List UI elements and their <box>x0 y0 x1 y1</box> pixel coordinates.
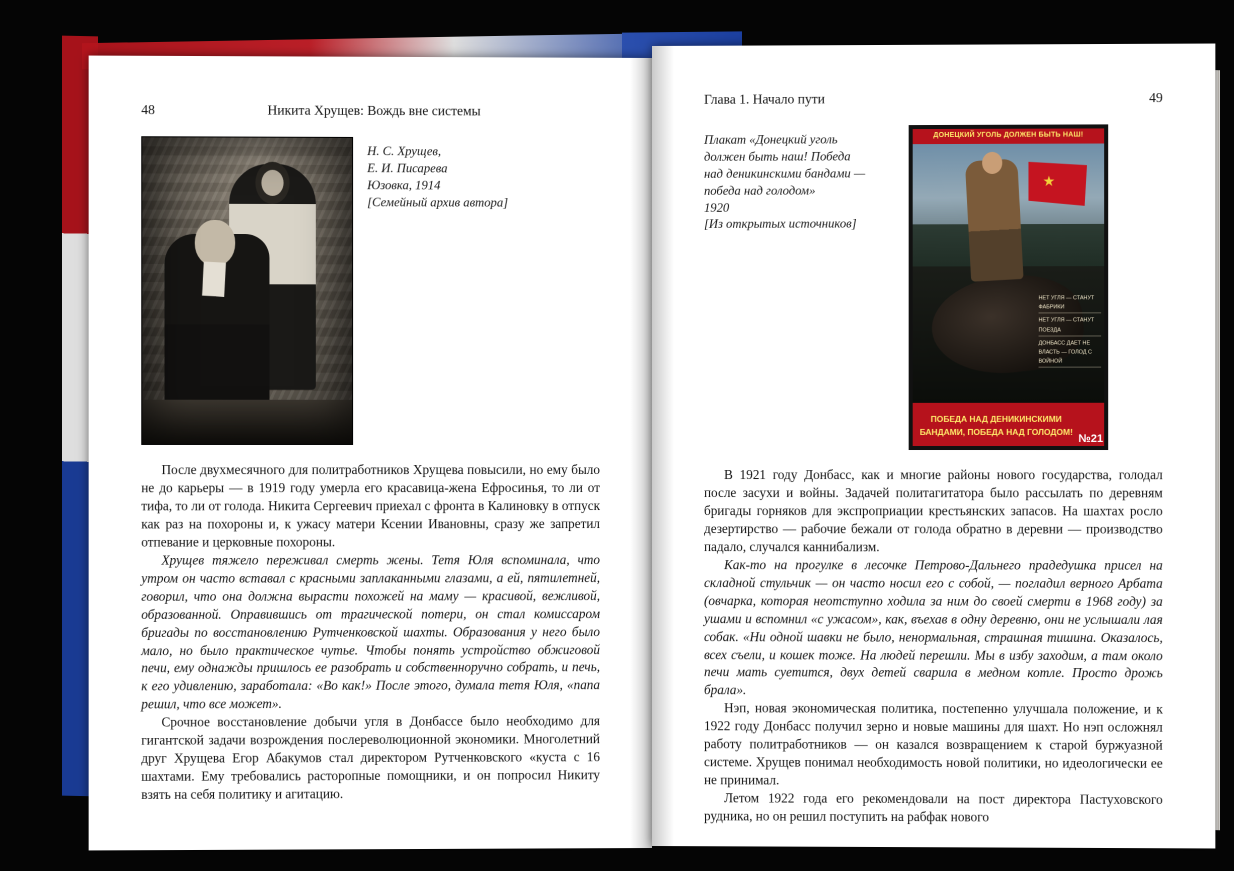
right-poster-caption <box>704 125 895 450</box>
right-body-text <box>704 466 1163 827</box>
right-paragraph-2: Как-то на прогулке в лесочке Петрово-Дальнего прадедушка присел на складной стульчик — он часто носил его с собой, — погладил верного Арбата (овчарка, которая неотступно ходила за ним до своей смерти в 1968 году) за ушами и вспомнил «с ужасом», как, въехав в одну деревню, они не услышали лая собак. «Ни одной шавки не было, ненормальная, страшная тишина. Оказалось, всех съели, и кошек тоже. На людей перешли. Мы в избу заходим, а там около печи мать суетится, двух детей сварила в медном котле. Просто дрожь брала». <box>704 556 1163 698</box>
right-figure-row <box>704 124 1163 450</box>
caption-line-2: Е. И. Писарева <box>367 160 448 176</box>
photo-khrushchev-pisareva <box>141 136 353 445</box>
poster-donetsk-coal <box>909 124 1109 450</box>
poster-side-text <box>1039 294 1102 371</box>
left-body-text <box>141 461 600 804</box>
poster-caption-line-1: Плакат «Донецкий уголь <box>704 132 838 147</box>
poster-number: №21 <box>1078 432 1104 445</box>
right-paragraph-3: Нэп, новая экономическая политика, постепенно улучшала положение, и к 1922 году Донбасс получил зерно и новые машины для шахт. Но нэп осложнял работу политработников — он казался возвращением к старой буржуазной системе. Хрущев понимал необходимость новой политики, но идеологически ее не принимал. <box>704 700 1163 788</box>
poster-caption-line-4: победа над голодом» <box>704 183 816 198</box>
caption-line-1: Н. С. Хрущев, <box>367 144 442 159</box>
left-running-head <box>141 102 600 120</box>
caption-line-4: [Семейный архив автора] <box>367 194 509 210</box>
poster-caption-line-2: должен быть наш! Победа <box>704 149 851 164</box>
poster-side-line-1: НЕТ УГЛЯ — СТАНУТ ФАБРИКИ <box>1039 294 1102 314</box>
caption-line-3: Юзовка, 1914 <box>367 177 441 193</box>
poster-side-line-2: НЕТ УГЛЯ — СТАНУТ ПОЕЗДА <box>1039 317 1102 337</box>
poster-red-flag <box>1028 162 1087 206</box>
left-paragraph-1: После двухмесячного для политработников Хрущева повысили, но ему было не до карьеры — в 1919 году умерла его красавица-жена Ефросинья, то ли от тифа, то ли от голода. Никита Сергеевич приехал с фронта в Калиновку в отпуск как раз на похороны и, к ужасу матери Ксении Ивановны, сразу же запретил отпевание и церковные похороны. <box>141 462 600 550</box>
poster-soldier-head <box>982 152 1002 174</box>
photo-vignette <box>142 137 352 444</box>
left-paragraph-3: Срочное восстановление добычи угля в Донбассе было необходимо для гигантской задачи возрождения послереволюционной экономики. Многолетний друг Хрущева Егор Абакумов стал директором Рутченковского «куста с 16 шахтами. Ему требовались расторопные помощники, и он попросил Никиту взять на себя политику и агитацию. <box>141 713 600 803</box>
right-running-title: Глава 1. Начало пути <box>704 91 825 107</box>
right-running-head <box>704 90 1163 108</box>
right-page-number: 49 <box>1149 90 1163 106</box>
poster-side-line-3: ДОНБАСС ДАЕТ НЕ ВЛАСТЬ — ГОЛОД С ВОЙНОЙ <box>1039 339 1102 368</box>
poster-top-slogan: ДОНЕЦКИЙ УГОЛЬ ДОЛЖЕН БЫТЬ НАШ! <box>910 125 1107 144</box>
left-page-number: 48 <box>141 102 155 118</box>
poster-soldier-figure <box>965 159 1024 282</box>
right-page <box>652 44 1215 849</box>
left-figure-row <box>141 136 600 445</box>
poster-bottom-slogan: ПОБЕДА НАД ДЕНИКИНСКИМИ БАНДАМИ, ПОБЕДА НАД ГОЛОДОМ! <box>910 403 1107 449</box>
open-book <box>62 30 1210 848</box>
left-paragraph-2: Хрущев тяжело переживал смерть жены. Тетя Юля вспоминала, что утром он часто вставал с красными заплаканными глазами, а ей, пятилетней, говорил, что она должна вырасти похожей на маму — красивой, вежливой, образованной. Оправившись от трагической потери, он стал комиссаром бригады по восстановлению Рутченковской шахты. Образования у него было мало, но было практическое чутье. Чтобы понять устройство обжиговой печи, ему однажды пришлось ее разобрать и собственноручно собрать, и печь, к его удивлению, заработала: «Во как!» После этого, думала тетя Юля, «папа решил, что все может». <box>141 551 600 712</box>
poster-caption-line-6: [Из открытых источников] <box>704 216 857 232</box>
left-photo-caption <box>367 137 508 445</box>
poster-caption-line-3: над деникинскими бандами — <box>704 166 866 181</box>
poster-caption-line-5: 1920 <box>704 200 730 215</box>
left-running-title: Никита Хрущев: Вождь вне системы <box>267 102 481 119</box>
left-page <box>89 56 652 851</box>
poster-star-icon: ★ <box>1042 173 1056 190</box>
right-paragraph-4: Летом 1922 года его рекомендовали на пост директора Пастуховского рудника, но он решил поступить на рабфак нового <box>704 790 1163 825</box>
right-paragraph-1: В 1921 году Донбасс, как и многие районы нового государства, голодал после засухи и войны. Задачей политагитатора было рассылать по деревням бригады горняков для экспроприации крестьянских запасов. На шахтах росло дезертирство — рабочие бежали от голода обратно в деревни — производство падало, случался каннибализм. <box>704 467 1163 555</box>
